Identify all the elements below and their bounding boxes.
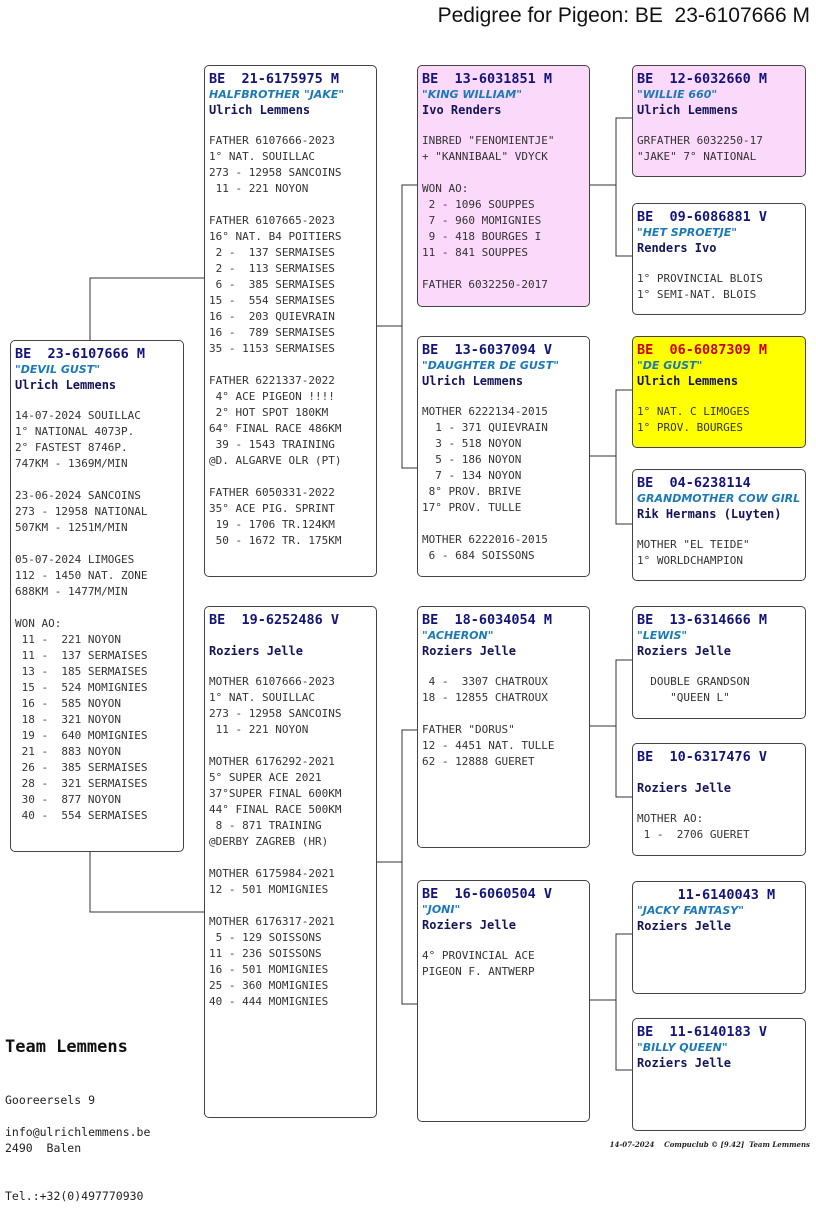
result-line: 30 - 877 NOYON: [15, 793, 121, 806]
email-link[interactable]: info@ulrichlemmens.be: [5, 1125, 151, 1139]
results-list: [637, 537, 801, 569]
pigeon-card-gm-paternal[interactable]: [417, 336, 590, 577]
result-line: [209, 357, 372, 373]
result-line: [209, 197, 372, 213]
result-line: 4° ACE PIGEON !!!!: [209, 390, 335, 403]
owner-name: Roziers Jelle: [422, 918, 516, 932]
result-line: FATHER 6107665-2023: [209, 214, 335, 227]
result-line: DOUBLE GRANDSON: [637, 675, 750, 688]
result-line: 688KM - 1477M/MIN: [15, 585, 128, 598]
result-line: [422, 706, 585, 722]
owner-name: Rik Hermans (Luyten): [637, 507, 782, 521]
result-line: WON AO:: [15, 617, 62, 630]
owner-name: Ulrich Lemmens: [637, 103, 739, 117]
owner-name: Ulrich Lemmens: [209, 103, 311, 117]
results-list: [422, 133, 585, 293]
result-line: 273 - 12958 SANCOINS: [209, 166, 342, 179]
result-line: [209, 738, 372, 754]
pigeon-card-ggf-2[interactable]: [632, 336, 806, 448]
result-line: [422, 516, 585, 532]
result-line: 19 - 1706 TR.124KM: [209, 518, 335, 531]
result-line: 26 - 385 SERMAISES: [15, 761, 148, 774]
result-line: 35 - 1153 SERMAISES: [209, 342, 335, 355]
result-line: + "KANNIBAAL" VDYCK: [422, 150, 548, 163]
result-line: MOTHER 6176292-2021: [209, 755, 335, 768]
result-line: 11 - 841 SOUPPES: [422, 246, 528, 259]
result-line: MOTHER "EL TEIDE": [637, 538, 750, 551]
result-line: "QUEEN L": [637, 691, 730, 704]
results-list: [209, 674, 372, 1010]
result-line: 6 - 385 SERMAISES: [209, 278, 335, 291]
result-line: 50 - 1672 TR. 175KM: [209, 534, 342, 547]
result-line: MOTHER 6222134-2015: [422, 405, 548, 418]
owner-name: Renders Ivo: [637, 241, 717, 255]
result-line: MOTHER 6176317-2021: [209, 915, 335, 928]
result-line: 11 - 137 SERMAISES: [15, 649, 148, 662]
nickname: "JONI": [422, 903, 461, 916]
result-line: 6 - 684 SOISSONS: [422, 549, 535, 562]
owner-name: Ulrich Lemmens: [15, 378, 117, 392]
result-line: 273 - 12958 SANCOINS: [209, 707, 342, 720]
result-line: 2° FASTEST 8746P.: [15, 441, 128, 454]
result-line: @DERBY ZAGREB (HR): [209, 835, 329, 848]
result-line: 39 - 1543 TRAINING: [209, 438, 335, 451]
ring-number: BE 11-6140183 V: [637, 1024, 768, 1040]
result-line: 4° PROVINCIAL ACE: [422, 949, 535, 962]
address-line: 2490 Balen: [5, 1141, 82, 1155]
pigeon-card-subject[interactable]: [10, 340, 184, 852]
result-line: 35° ACE PIG. SPRINT: [209, 502, 335, 515]
result-line: 16 - 501 MOMIGNIES: [209, 963, 329, 976]
result-line: 747KM - 1369M/MIN: [15, 457, 128, 470]
result-line: MOTHER 6107666-2023: [209, 675, 335, 688]
result-line: 12 - 501 MOMIGNIES: [209, 883, 329, 896]
team-name: Team Lemmens: [5, 1037, 128, 1057]
owner-name: Roziers Jelle: [637, 919, 731, 933]
pigeon-card-gf-maternal[interactable]: [417, 606, 590, 848]
ring-number: BE 13-6314666 M: [637, 612, 768, 628]
pigeon-card-ggf-1[interactable]: [632, 65, 806, 177]
result-line: MOTHER AO:: [637, 812, 704, 825]
results-list: [637, 674, 801, 706]
result-line: 23-06-2024 SANCOINS: [15, 489, 141, 502]
results-list: [15, 408, 179, 824]
owner-name: Roziers Jelle: [209, 644, 303, 658]
result-line: 5° SUPER ACE 2021: [209, 771, 322, 784]
result-line: PIGEON F. ANTWERP: [422, 965, 535, 978]
result-line: 14-07-2024 SOUILLAC: [15, 409, 141, 422]
result-line: WON AO:: [422, 182, 469, 195]
result-line: 37°SUPER FINAL 600KM: [209, 787, 342, 800]
result-line: 5 - 129 SOISSONS: [209, 931, 322, 944]
ring-number: 11-6140043 M: [637, 887, 776, 903]
results-list: [422, 404, 585, 564]
result-line: 1° SEMI-NAT. BLOIS: [637, 288, 757, 301]
result-line: 19 - 640 MOMIGNIES: [15, 729, 148, 742]
result-line: 8 - 871 TRAINING: [209, 819, 322, 832]
result-line: FATHER 6107666-2023: [209, 134, 335, 147]
result-line: 18 - 12855 CHATROUX: [422, 691, 548, 704]
result-line: FATHER "DORUS": [422, 723, 515, 736]
nickname: "DEVIL GUST": [15, 363, 100, 376]
result-line: 25 - 360 MOMIGNIES: [209, 979, 329, 992]
ring-number: BE 13-6031851 M: [422, 71, 553, 87]
page-title: Pedigree for Pigeon: BE 23-6107666 M: [437, 4, 810, 27]
result-line: 16 - 585 NOYON: [15, 697, 121, 710]
result-line: MOTHER 6222016-2015: [422, 533, 548, 546]
nickname: [637, 765, 801, 780]
nickname: "KING WILLIAM": [422, 88, 522, 101]
result-line: 40 - 444 MOMIGNIES: [209, 995, 329, 1008]
result-line: 1° NAT. SOUILLAC: [209, 691, 315, 704]
result-line: 1° PROV. BOURGES: [637, 421, 743, 434]
address-line: Gooreersels 9: [5, 1093, 96, 1107]
result-line: 17° PROV. TULLE: [422, 501, 522, 514]
ring-number: BE 09-6086881 V: [637, 209, 768, 225]
pigeon-card-ggm-2[interactable]: [632, 469, 806, 581]
owner-name: Ivo Renders: [422, 103, 502, 117]
result-line: 05-07-2024 LIMOGES: [15, 553, 135, 566]
result-line: 12 - 4451 NAT. TULLE: [422, 739, 555, 752]
result-line: 7 - 960 MOMIGNIES: [422, 214, 542, 227]
result-line: 11 - 221 NOYON: [209, 723, 309, 736]
pigeon-card-ggm-3[interactable]: [632, 743, 806, 856]
result-line: [209, 850, 372, 866]
nickname: "BILLY QUEEN": [637, 1041, 728, 1054]
result-line: 1 - 2706 GUERET: [637, 828, 750, 841]
result-line: FATHER 6050331-2022: [209, 486, 335, 499]
result-line: 40 - 554 SERMAISES: [15, 809, 148, 822]
result-line: FATHER 6221337-2022: [209, 374, 335, 387]
pigeon-card-ggm-1[interactable]: [632, 203, 806, 315]
results-list: [422, 674, 585, 770]
pigeon-card-mother[interactable]: [204, 606, 377, 1118]
result-line: 7 - 134 NOYON: [422, 469, 522, 482]
result-line: FATHER 6032250-2017: [422, 278, 548, 291]
result-line: 21 - 883 NOYON: [15, 745, 121, 758]
result-line: 2 - 1096 SOUPPES: [422, 198, 535, 211]
owner-name: Roziers Jelle: [637, 644, 731, 658]
result-line: 16 - 203 QUIEVRAIN: [209, 310, 335, 323]
result-line: 1° NAT. SOUILLAC: [209, 150, 315, 163]
results-list: [422, 948, 585, 980]
result-line: 13 - 185 SERMAISES: [15, 665, 148, 678]
result-line: 16 - 789 SERMAISES: [209, 326, 335, 339]
nickname: GRANDMOTHER COW GIRL: [637, 492, 801, 505]
result-line: [209, 898, 372, 914]
software-stamp: 14-07-2024 Compuclub © [9.42] Team Lemmens: [609, 1140, 810, 1149]
nickname: "DE GUST": [637, 359, 703, 372]
result-line: 1 - 371 QUIEVRAIN: [422, 421, 548, 434]
result-line: GRFATHER 6032250-17: [637, 134, 763, 147]
results-list: [637, 271, 801, 303]
owner-name: Roziers Jelle: [637, 781, 731, 795]
result-line: 507KM - 1251M/MIN: [15, 521, 128, 534]
address-block: [5, 1060, 143, 1220]
nickname: "LEWIS": [637, 629, 688, 642]
result-line: 2 - 137 SERMAISES: [209, 246, 335, 259]
result-line: 8° PROV. BRIVE: [422, 485, 522, 498]
results-list: [637, 404, 801, 436]
result-line: 62 - 12888 GUERET: [422, 755, 535, 768]
result-line: 16° NAT. B4 POITIERS: [209, 230, 342, 243]
pigeon-card-father[interactable]: [204, 65, 377, 577]
result-line: 11 - 221 NOYON: [15, 633, 121, 646]
pigeon-card-ggf-3[interactable]: [632, 606, 806, 719]
result-line: 11 - 236 SOISSONS: [209, 947, 322, 960]
ring-number: BE 10-6317476 V: [637, 749, 768, 765]
ring-number: BE 13-6037094 V: [422, 342, 553, 358]
ring-number: BE 06-6087309 M: [637, 342, 768, 358]
result-line: [209, 469, 372, 485]
result-line: 1° WORLDCHAMPION: [637, 554, 743, 567]
ring-number: BE 23-6107666 M: [15, 346, 146, 362]
nickname: "DAUGHTER DE GUST": [422, 359, 559, 372]
nickname: [209, 628, 372, 643]
result-line: 1° NAT. C LIMOGES: [637, 405, 750, 418]
result-line: 1° PROVINCIAL BLOIS: [637, 272, 763, 285]
result-line: [422, 165, 585, 181]
ring-number: BE 12-6032660 M: [637, 71, 768, 87]
nickname: "ACHERON": [422, 629, 494, 642]
result-line: 15 - 554 SERMAISES: [209, 294, 335, 307]
owner-name: Ulrich Lemmens: [422, 374, 524, 388]
results-list: [637, 811, 801, 843]
result-line: 11 - 221 NOYON: [209, 182, 309, 195]
result-line: 1° NATIONAL 4073P.: [15, 425, 135, 438]
results-list: [209, 133, 372, 549]
result-line: INBRED "FENOMIENTJE": [422, 134, 555, 147]
pigeon-card-gf-paternal[interactable]: [417, 65, 590, 307]
nickname: "WILLIE 660": [637, 88, 718, 101]
result-line: 273 - 12958 NATIONAL: [15, 505, 148, 518]
result-line: [15, 600, 179, 616]
ring-number: BE 18-6034054 M: [422, 612, 553, 628]
pigeon-card-gm-maternal[interactable]: [417, 880, 590, 1122]
result-line: 3 - 518 NOYON: [422, 437, 522, 450]
result-line: 2° HOT SPOT 180KM: [209, 406, 329, 419]
result-line: 44° FINAL RACE 500KM: [209, 803, 342, 816]
result-line: 15 - 524 MOMIGNIES: [15, 681, 148, 694]
ring-number: BE 21-6175975 M: [209, 71, 340, 87]
result-line: [422, 261, 585, 277]
pigeon-card-ggm-4[interactable]: [632, 1018, 806, 1131]
result-line: 64° FINAL RACE 486KM: [209, 422, 342, 435]
result-line: 2 - 113 SERMAISES: [209, 262, 335, 275]
phone-line: Tel.:+32(0)497770930: [5, 1189, 144, 1203]
ring-number: BE 16-6060504 V: [422, 886, 553, 902]
ring-number: BE 19-6252486 V: [209, 612, 340, 628]
ring-number: BE 04-6238114: [637, 475, 751, 491]
pigeon-card-ggf-4[interactable]: [632, 881, 806, 994]
result-line: 18 - 321 NOYON: [15, 713, 121, 726]
owner-name: Ulrich Lemmens: [637, 374, 739, 388]
nickname: "HET SPROETJE": [637, 226, 737, 239]
result-line: 112 - 1450 NAT. ZONE: [15, 569, 148, 582]
result-line: 28 - 321 SERMAISES: [15, 777, 148, 790]
result-line: @D. ALGARVE OLR (PT): [209, 454, 342, 467]
owner-name: Roziers Jelle: [422, 644, 516, 658]
nickname: "JACKY FANTASY": [637, 904, 744, 917]
results-list: [637, 133, 801, 165]
result-line: 9 - 418 BOURGES I: [422, 230, 542, 243]
result-line: "JAKE" 7° NATIONAL: [637, 150, 757, 163]
nickname: HALFBROTHER "JAKE": [209, 88, 345, 101]
result-line: 4 - 3307 CHATROUX: [422, 675, 548, 688]
result-line: 5 - 186 NOYON: [422, 453, 522, 466]
result-line: MOTHER 6175984-2021: [209, 867, 335, 880]
result-line: [15, 472, 179, 488]
owner-name: Roziers Jelle: [637, 1056, 731, 1070]
result-line: [15, 536, 179, 552]
